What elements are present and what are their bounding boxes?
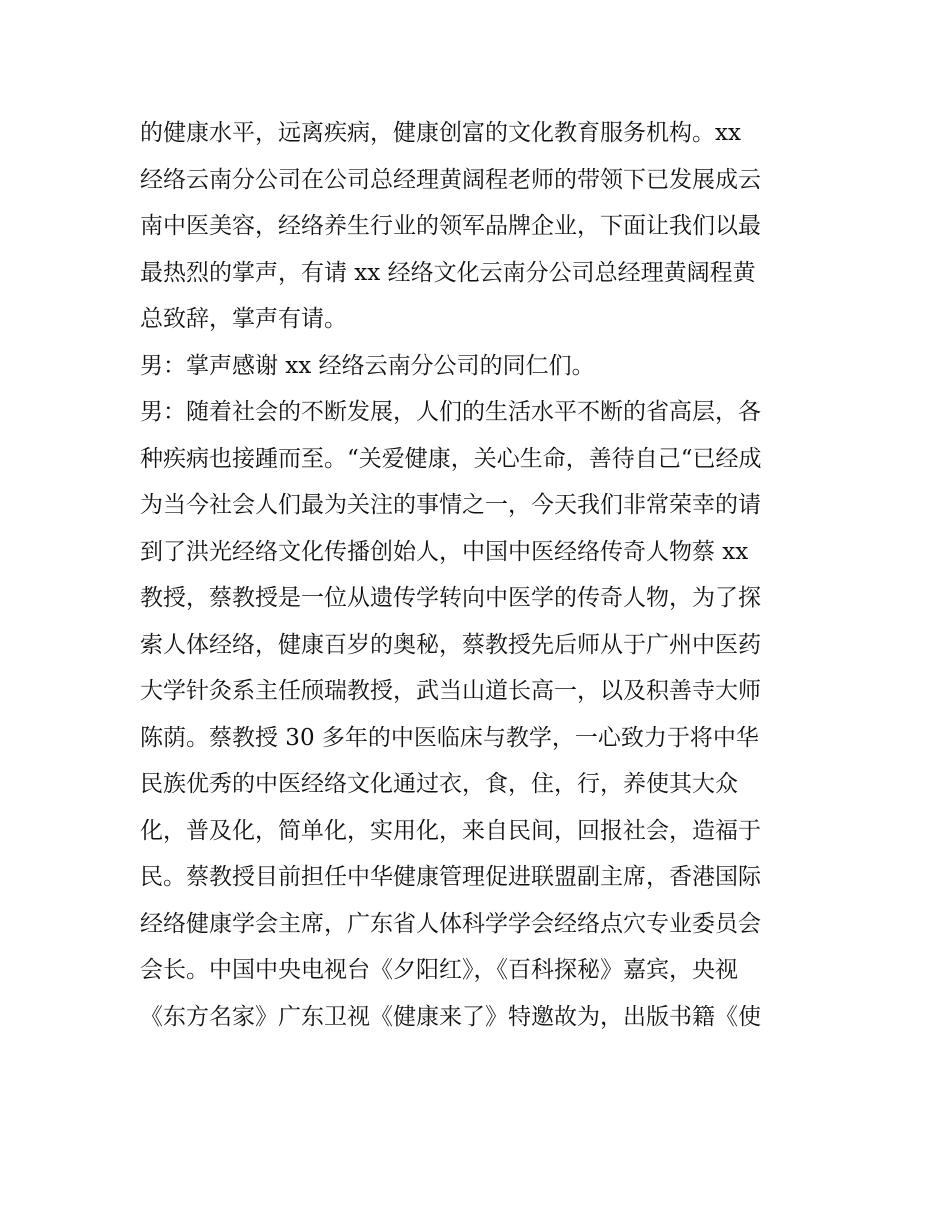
text-line: 男：随着社会的不断发展，人们的生活水平不断的省高层，各 [140, 399, 761, 425]
text-line: 大学针灸系主任颀瑞教授，武当山道长高一，以及积善寺大师 [140, 678, 761, 704]
text-line: 种疾病也接踵而至。“关爱健康，关心生命，善待自己“已经成 [140, 445, 762, 472]
text-line: 经络云南分公司在公司总经理黄阔程老师的带领下已发展成云 [140, 166, 761, 193]
text-line: 男：掌声感谢 xx 经络云南分公司的同仁们。 [140, 352, 595, 379]
text-line: 最热烈的掌声，有请 xx 经络文化云南分公司总经理黄阔程黄 [140, 259, 756, 286]
body-text [140, 110, 820, 1040]
text-line: 会长。中国中央电视台《夕阳红》，《百科探秘》嘉宾，央视 [140, 957, 738, 983]
text-line: 经络健康学会主席，广东省人体科学学会经络点穴专业委员会 [140, 910, 761, 937]
text-line: 为当今社会人们最为关注的事情之一，今天我们非常荣幸的请 [140, 492, 761, 518]
text-line: 索人体经络，健康百岁的奥秘，蔡教授先后师从于广州中医药 [140, 631, 761, 658]
text-line: 陈荫。蔡教授 30 多年的中医临床与教学，一心致力于将中华 [140, 724, 759, 751]
text-line: 南中医美容，经络养生行业的领军品牌企业，下面让我们以最 [140, 213, 761, 239]
text-line: 到了洪光经络文化传播创始人，中国中医经络传奇人物蔡 xx [140, 538, 749, 565]
text-line: 《东方名家》广东卫视《健康来了》特邀故为，出版书籍《使 [140, 1003, 761, 1030]
text-line: 化，普及化，简单化，实用化，来自民间，回报社会，造福于 [140, 817, 761, 844]
text-line: 教授，蔡教授是一位从遗传学转向中医学的传奇人物，为了探 [140, 585, 761, 611]
text-line: 的健康水平，远离疾病，健康创富的文化教育服务机构。xx [140, 120, 741, 146]
text-line: 民。蔡教授目前担任中华健康管理促进联盟副主席，香港国际 [140, 864, 761, 890]
text-line: 民族优秀的中医经络文化通过衣，食，住，行，养使其大众 [140, 771, 738, 797]
text-line: 总致辞，掌声有请。 [140, 306, 347, 332]
